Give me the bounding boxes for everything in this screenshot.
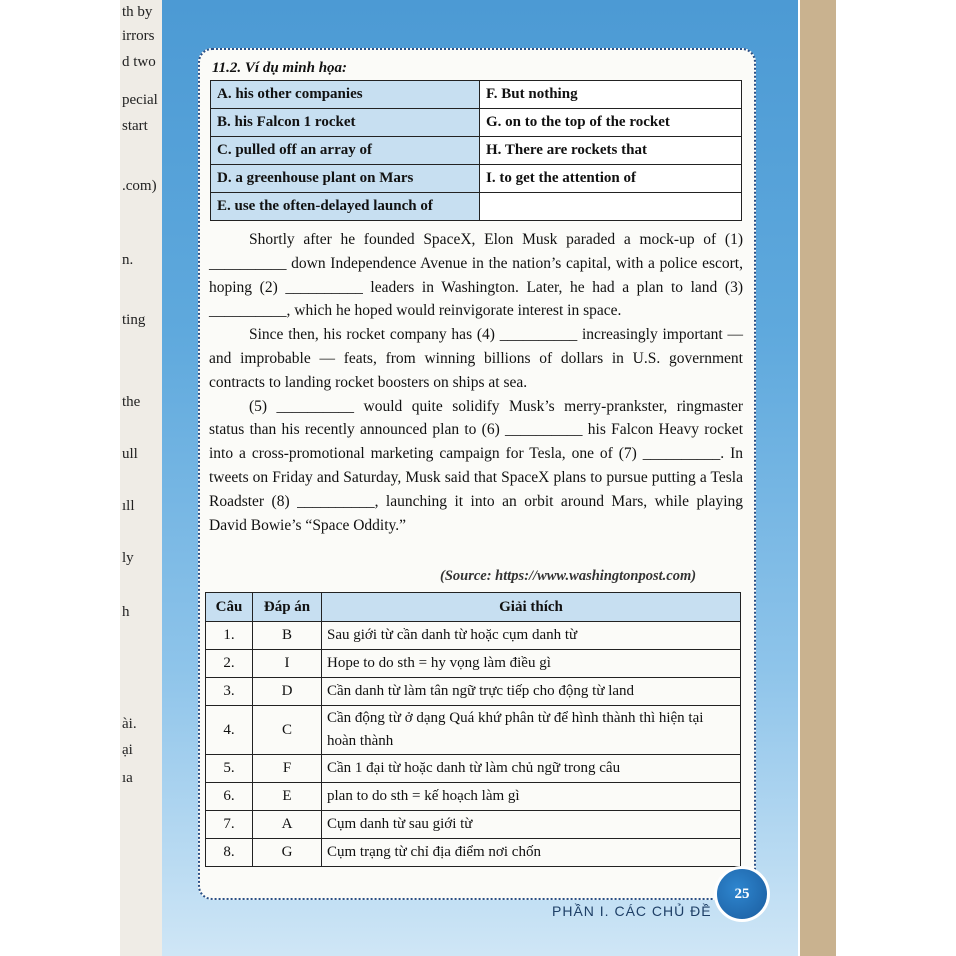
table-row [211, 137, 742, 165]
margin-text: d two [122, 54, 156, 70]
explanation: Cần 1 đại từ hoặc danh từ làm chủ ngữ trong câu [322, 755, 741, 783]
table-row [206, 783, 741, 811]
explanation: Cần động từ ở dạng Quá khứ phân từ để hình thành thì hiện tại hoàn thành [322, 706, 741, 755]
section-heading: 11.2. Ví dụ minh họa: [212, 60, 348, 76]
option-cell: F. But nothing [480, 81, 742, 109]
previous-page-edge [120, 0, 162, 956]
option-cell: E. use the often-delayed launch of [211, 193, 480, 221]
answer-letter: B [253, 622, 322, 650]
column-header: Giải thích [322, 593, 741, 622]
answer-table [205, 592, 741, 867]
explanation: Sau giới từ cần danh từ hoặc cụm danh từ [322, 622, 741, 650]
question-number: 1. [206, 622, 253, 650]
chapter-footer: PHẦN I. CÁC CHỦ ĐỀ [552, 903, 712, 919]
explanation: plan to do sth = kế hoạch làm gì [322, 783, 741, 811]
reading-passage [209, 228, 743, 537]
option-cell [480, 193, 742, 221]
explanation: Cần danh từ làm tân ngữ trực tiếp cho động từ land [322, 678, 741, 706]
answer-letter: C [253, 706, 322, 755]
explanation: Cụm danh từ sau giới từ [322, 811, 741, 839]
passage-paragraph: (5) __________ would quite solidify Musk’s merry-prankster, ringmaster status than his recently announced plan to (6) __________ his Falcon Heavy rocket into a cross-promotional marketing campaign for Tesla, one of (7) __________. In tweets on Friday and Saturday, Musk said that SpaceX plans to pursue putting a Tesla Roadster (8) __________, launching it into an orbit around Mars, while playing David Bowie’s “Space Oddity.” [209, 397, 743, 534]
table-row [206, 706, 741, 755]
answer-letter: E [253, 783, 322, 811]
margin-text: ting [122, 312, 146, 328]
margin-text: .com) [122, 178, 157, 194]
answer-letter: A [253, 811, 322, 839]
options-table [210, 80, 742, 221]
margin-text: ài. [122, 716, 137, 732]
option-cell: I. to get the attention of [480, 165, 742, 193]
option-cell: H. There are rockets that [480, 137, 742, 165]
margin-text: ıll [122, 498, 135, 514]
table-row [211, 165, 742, 193]
table-row [211, 109, 742, 137]
option-cell: B. his Falcon 1 rocket [211, 109, 480, 137]
page-number-badge [714, 866, 770, 922]
question-number: 4. [206, 706, 253, 755]
answer-letter: I [253, 650, 322, 678]
question-number: 7. [206, 811, 253, 839]
desk-surface [800, 0, 836, 956]
background-right [836, 0, 956, 956]
question-number: 8. [206, 839, 253, 867]
margin-text: ại [122, 742, 133, 758]
table-row [206, 755, 741, 783]
background-left [0, 0, 120, 956]
margin-text: pecial [122, 92, 158, 108]
option-cell: C. pulled off an array of [211, 137, 480, 165]
table-row [206, 811, 741, 839]
answer-letter: G [253, 839, 322, 867]
table-row [206, 839, 741, 867]
margin-text: start [122, 118, 148, 134]
option-cell: D. a greenhouse plant on Mars [211, 165, 480, 193]
option-cell: A. his other companies [211, 81, 480, 109]
passage-paragraph: Since then, his rocket company has (4) __________ increasingly important — and improbable — feats, from winning billions of dollars in U.S. government contracts to landing rocket boosters on ships at sea. [209, 326, 743, 391]
explanation: Cụm trạng từ chỉ địa điểm nơi chốn [322, 839, 741, 867]
source-citation: (Source: https://www.washingtonpost.com) [440, 568, 697, 584]
question-number: 6. [206, 783, 253, 811]
page-number: 25 [734, 885, 750, 902]
answer-letter: F [253, 755, 322, 783]
explanation: Hope to do sth = hy vọng làm điều gì [322, 650, 741, 678]
column-header: Câu [206, 593, 253, 622]
table-row [211, 81, 742, 109]
margin-text: th by [122, 4, 153, 20]
column-header: Đáp án [253, 593, 322, 622]
question-number: 5. [206, 755, 253, 783]
passage-paragraph: Shortly after he founded SpaceX, Elon Musk paraded a mock-up of (1) __________ down Independence Avenue in the nation’s capital, with a police escort, hoping (2) __________ leaders in Washington. Later, he had a plan to land (3) __________, which he hoped would reinvigorate interest in space. [209, 231, 743, 320]
table-header-row [206, 593, 741, 622]
question-number: 3. [206, 678, 253, 706]
question-number: 2. [206, 650, 253, 678]
table-row [206, 622, 741, 650]
margin-text: h [122, 604, 130, 620]
table-row [206, 678, 741, 706]
margin-text: ly [122, 550, 134, 566]
margin-text: ull [122, 446, 138, 462]
margin-text: n. [122, 252, 134, 268]
table-row [211, 193, 742, 221]
margin-text: irrors [122, 28, 155, 44]
margin-text: the [122, 394, 141, 410]
answer-letter: D [253, 678, 322, 706]
option-cell: G. on to the top of the rocket [480, 109, 742, 137]
margin-text: ıa [122, 770, 133, 786]
table-row [206, 650, 741, 678]
